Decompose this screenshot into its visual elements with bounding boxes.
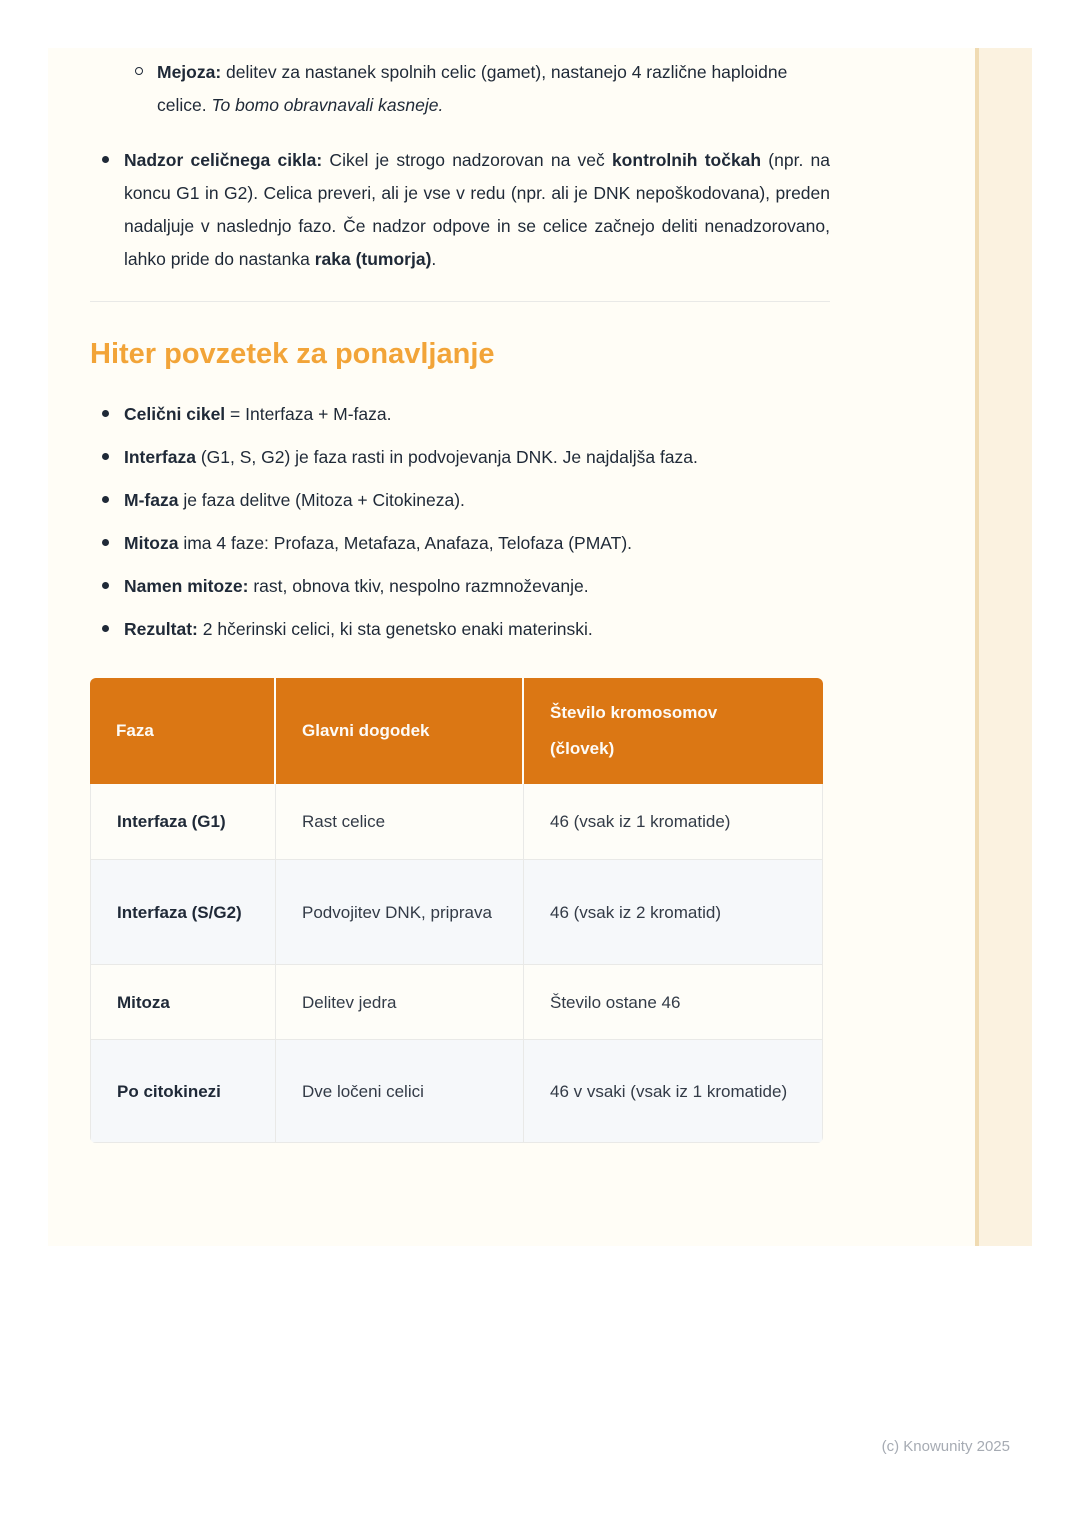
cell-faza: Po citokinezi <box>90 1040 276 1143</box>
list-item-text: 2 hčerinski celici, ki sta genetsko enaki materinski. <box>197 619 593 639</box>
list-item-text: je faza delitve (Mitoza + Citokineza). <box>178 490 465 510</box>
cell-dogodek: Rast celice <box>276 784 524 860</box>
bullet-dot-icon <box>102 582 109 589</box>
list-item-term: Mitoza <box>124 533 179 553</box>
copyright-note: (c) Knowunity 2025 <box>881 1438 1010 1455</box>
summary-list <box>90 398 830 645</box>
cell-kromosomi: 46 (vsak iz 2 kromatid) <box>524 860 823 965</box>
meiosis-note-italic: To bomo obravnavali kasneje. <box>211 95 444 115</box>
column-header-kromosomi <box>524 678 823 784</box>
table-row <box>90 860 823 965</box>
bullet-dot-icon <box>102 539 109 546</box>
cell-dogodek: Dve ločeni celici <box>276 1040 524 1143</box>
control-note-bold-3: raka (tumorja) <box>314 249 432 269</box>
cell-faza: Mitoza <box>90 965 276 1040</box>
cell-dogodek: Delitev jedra <box>276 965 524 1040</box>
list-item <box>90 570 830 602</box>
list-item-text: (G1, S, G2) je faza rasti in podvojevanja DNK. Je najdaljša faza. <box>195 447 698 467</box>
cell-faza: Interfaza (S/G2) <box>90 860 276 965</box>
cell-kromosomi: 46 v vsaki (vsak iz 1 kromatide) <box>524 1040 823 1143</box>
cell-kromosomi: Število ostane 46 <box>524 965 823 1040</box>
bullet-dot-icon <box>102 453 109 460</box>
document-sheet <box>48 48 1032 1246</box>
control-note-text-3: . <box>431 249 437 269</box>
cell-cycle-control-note <box>90 144 830 276</box>
table-row <box>90 1040 823 1143</box>
list-item <box>90 527 830 559</box>
meiosis-note-text: delitev za nastanek spolnih celic (gamet), nastanejo 4 različne haploidne celice. <box>157 62 788 115</box>
column-header-dogodek <box>276 678 524 784</box>
list-item <box>90 398 830 430</box>
control-note-term: Nadzor celičnega cikla: <box>124 150 323 170</box>
control-note-text-1: Cikel je strogo nadzorovan na več <box>322 150 612 170</box>
bullet-dot-icon <box>102 156 109 163</box>
circle-bullet-icon <box>135 67 143 75</box>
list-item-term: Interfaza <box>124 447 196 467</box>
bullet-dot-icon <box>102 410 109 417</box>
list-item-text: rast, obnova tkiv, nespolno razmnoževanje. <box>248 576 589 596</box>
column-header-label: Število kromosomov <box>550 703 718 722</box>
section-heading: Hiter povzetek za ponavljanje <box>90 338 495 370</box>
control-note-bold-2: kontrolnih točkah <box>611 150 762 170</box>
column-header-label: Faza <box>116 721 154 740</box>
phase-table <box>90 678 823 1143</box>
column-header-faza <box>90 678 276 784</box>
list-item <box>90 441 830 473</box>
list-item <box>90 613 830 645</box>
column-header-label: Glavni dogodek <box>302 721 430 740</box>
list-item-term: M-faza <box>124 490 179 510</box>
phase-table-body <box>90 784 823 1143</box>
cell-dogodek: Podvojitev DNK, priprava <box>276 860 524 965</box>
bullet-dot-icon <box>102 625 109 632</box>
phase-table-header <box>90 678 823 784</box>
cell-faza: Interfaza (G1) <box>90 784 276 860</box>
table-row <box>90 965 823 1040</box>
decorative-ribbon <box>975 48 1032 1246</box>
control-note-text-2: (npr. na koncu G1 in G2). Celica preveri, ali je vse v redu (npr. ali je DNK nepoškodovana), preden nadaljuje v naslednjo fazo. Če nadzor odpove in se celice začnejo deliti nenadzorovano, lahko pride do nastanka <box>124 150 830 269</box>
list-item <box>90 484 830 516</box>
list-item-term: Namen mitoze: <box>124 576 249 596</box>
meiosis-note-term: Mejoza: <box>157 62 222 82</box>
table-row <box>90 784 823 860</box>
cell-kromosomi: 46 (vsak iz 1 kromatide) <box>524 784 823 860</box>
document-content <box>90 48 830 1143</box>
meiosis-note <box>90 56 830 122</box>
column-header-label-2: (človek) <box>550 739 615 758</box>
list-item-term: Rezultat: <box>124 619 198 639</box>
list-item-text: = Interfaza + M-faza. <box>225 404 392 424</box>
list-item-term: Celični cikel <box>124 404 226 424</box>
list-item-text: ima 4 faze: Profaza, Metafaza, Anafaza, Telofaza (PMAT). <box>178 533 633 553</box>
bullet-dot-icon <box>102 496 109 503</box>
section-divider <box>90 301 830 302</box>
